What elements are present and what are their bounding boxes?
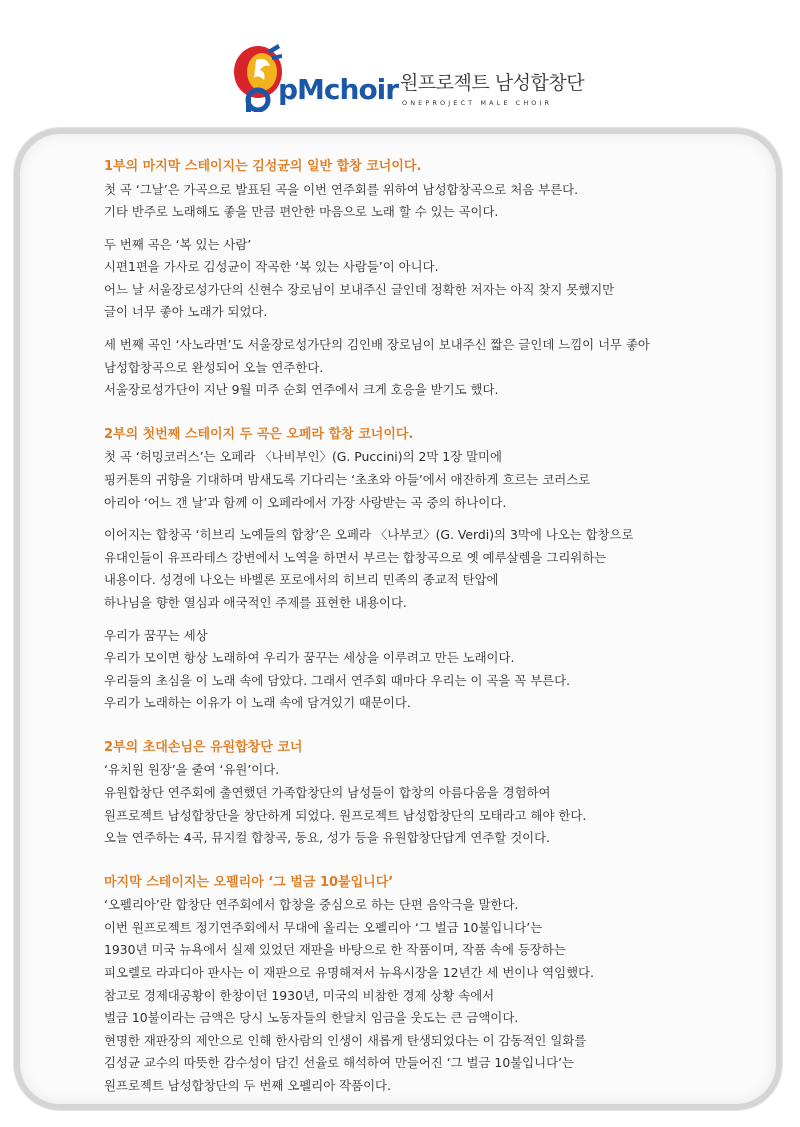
section-heading: 1부의 마지막 스테이지는 김성균의 일반 합창 코너이다. [104, 159, 422, 174]
paragraph [104, 179, 754, 224]
text-line: 유원합창단 연주회에 출연했던 가족합창단의 남성들이 합창의 아름다움을 경험하여 [104, 784, 551, 800]
text-line: 아리아 ‘어느 갠 날’과 함께 이 오페라에서 가장 사랑받는 곡 중의 하나이다. [104, 494, 507, 510]
text-line: 오늘 연주하는 4곡, 뮤지컬 합창곡, 동요, 성가 등을 유원합창단답게 연주할 것이다. [104, 830, 551, 846]
text-line: 내용이다. 성경에 나오는 바벨론 포로에서의 히브리 민족의 종교적 탄압에 [104, 572, 499, 588]
paragraph [104, 894, 754, 1097]
text-line: 현명한 재판장의 제안으로 인해 한사람의 인생이 새롭게 탄생되었다는 이 감동적인 일화를 [104, 1032, 587, 1048]
text-line: 이어지는 합창곡 ‘히브리 노예들의 합창’은 오페라 〈나부코〉(G. Verdi)의 3막에 나오는 합창으로 [104, 527, 634, 543]
text-line: 글이 너무 좋아 노래가 되었다. [104, 304, 268, 320]
paragraph [104, 446, 754, 514]
logo-wordmark: pMchoir [278, 73, 399, 106]
text-line: 어느 날 서울장로성가단의 신현수 장로님이 보내주신 글인데 정확한 저자는 아직 찾지 못했지만 [104, 281, 615, 297]
text-line: 김성균 교수의 따뜻한 감수성이 담긴 선율로 해석하여 만들어진 ‘그 벌금 10불입니다’는 [104, 1055, 574, 1071]
text-line: 첫 곡 ‘그날’은 가곡으로 발표된 곡을 이번 연주회를 위하여 남성합창곡으로 처음 부른다. [104, 181, 579, 197]
text-line: 우리가 꿈꾸는 세상 [104, 627, 208, 643]
text-line: 하나님을 향한 열심과 애국적인 주제를 표현한 내용이다. [104, 594, 407, 610]
paragraph [104, 334, 754, 402]
text-line: 피오렐로 라과디아 판사는 이 재판으로 유명해져서 뉴욕시장을 12년간 세 번이나 역임했다. [104, 965, 594, 981]
paragraph [104, 759, 754, 849]
text-line: 남성합창곡으로 완성되어 오늘 연주한다. [104, 359, 324, 375]
section-heading: 2부의 초대손님은 유원합창단 코너 [104, 739, 303, 755]
text-line: 참고로 경제대공황이 한창이던 1930년, 미국의 비참한 경제 상황 속에서 [104, 987, 495, 1003]
program-section [104, 156, 754, 402]
text-line: 우리들의 초심을 이 노래 속에 담았다. 그래서 연주회 때마다 우리는 이 곡을 꼭 부른다. [104, 672, 571, 688]
text-line: 세 번째 곡인 ‘사노라면’도 서울장로성가단의 김인배 장로님이 보내주신 짧은 글인데 느낌이 너무 좋아 [104, 337, 650, 353]
text-line: ‘오펠리아’란 합창단 연주회에서 합창을 중심으로 하는 단편 음악극을 말한다. [104, 897, 519, 913]
section-heading: 마지막 스테이지는 오펠리아 ‘그 벌금 10불입니다’ [104, 874, 394, 890]
text-line: 이번 원프로젝트 정기연주회에서 무대에 올리는 오펠리아 ‘그 벌금 10불입니다’는 [104, 919, 543, 935]
text-line: 우리가 노래하는 이유가 이 노래 속에 담겨있기 때문이다. [104, 695, 411, 711]
program-notes [104, 156, 754, 1112]
text-line: 벌금 10불이라는 금액은 당시 노동자들의 한달치 임금을 웃도는 큰 금액이다. [104, 1010, 519, 1026]
text-line: 1930년 미국 뉴욕에서 실제 있었던 재판을 바탕으로 한 작품이며, 작품 속에 등장하는 [104, 942, 566, 958]
paragraph [104, 625, 754, 715]
program-section [104, 737, 754, 850]
brand-name-korean: 원프로젝트 남성합창단 [400, 72, 585, 94]
text-line: 시편1편을 가사로 김성균이 작곡한 ‘복 있는 사람들’이 아니다. [104, 259, 439, 275]
paragraph [104, 234, 754, 324]
text-line: 첫 곡 ‘허밍코러스’는 오페라 〈나비부인〉(G. Puccini)의 2막 1장 말미에 [104, 449, 502, 465]
text-line: 기타 반주로 노래해도 좋을 만큼 편안한 마음으로 노래 할 수 있는 곡이다. [104, 204, 499, 220]
paragraph [104, 524, 754, 614]
brand-name-english: ONEPROJECT MALE CHOIR [402, 99, 553, 107]
page-header [0, 30, 800, 120]
text-line: 두 번째 곡은 ‘복 있는 사람’ [104, 236, 252, 252]
program-section [104, 872, 754, 1098]
text-line: 우리가 모이면 항상 노래하여 우리가 꿈꾸는 세상을 이루려고 만든 노래이다. [104, 650, 515, 666]
text-line: 핑커톤의 귀향을 기대하며 밤새도록 기다리는 ‘초초와 아들’에서 애잔하게 흐르는 코러스로 [104, 471, 591, 487]
text-line: 원프로젝트 남성합창단을 창단하게 되었다. 원프로젝트 남성합창단의 모태라고 해야 한다. [104, 807, 587, 823]
text-line: 서울장로성가단이 지난 9월 미주 순회 연주에서 크게 호응을 받기도 했다. [104, 382, 499, 398]
text-line: 원프로젝트 남성합창단의 두 번째 오펠리아 작품이다. [104, 1078, 391, 1093]
program-section [104, 424, 754, 715]
text-line: ‘유치원 원장’을 줄여 ‘유원’이다. [104, 762, 280, 778]
section-heading: 2부의 첫번째 스테이지 두 곡은 오페라 합창 코너이다. [104, 426, 414, 442]
text-line: 유대인들이 유프라테스 강변에서 노역을 하면서 부르는 합창곡으로 옛 예루살렘을 그리워하는 [104, 549, 607, 565]
